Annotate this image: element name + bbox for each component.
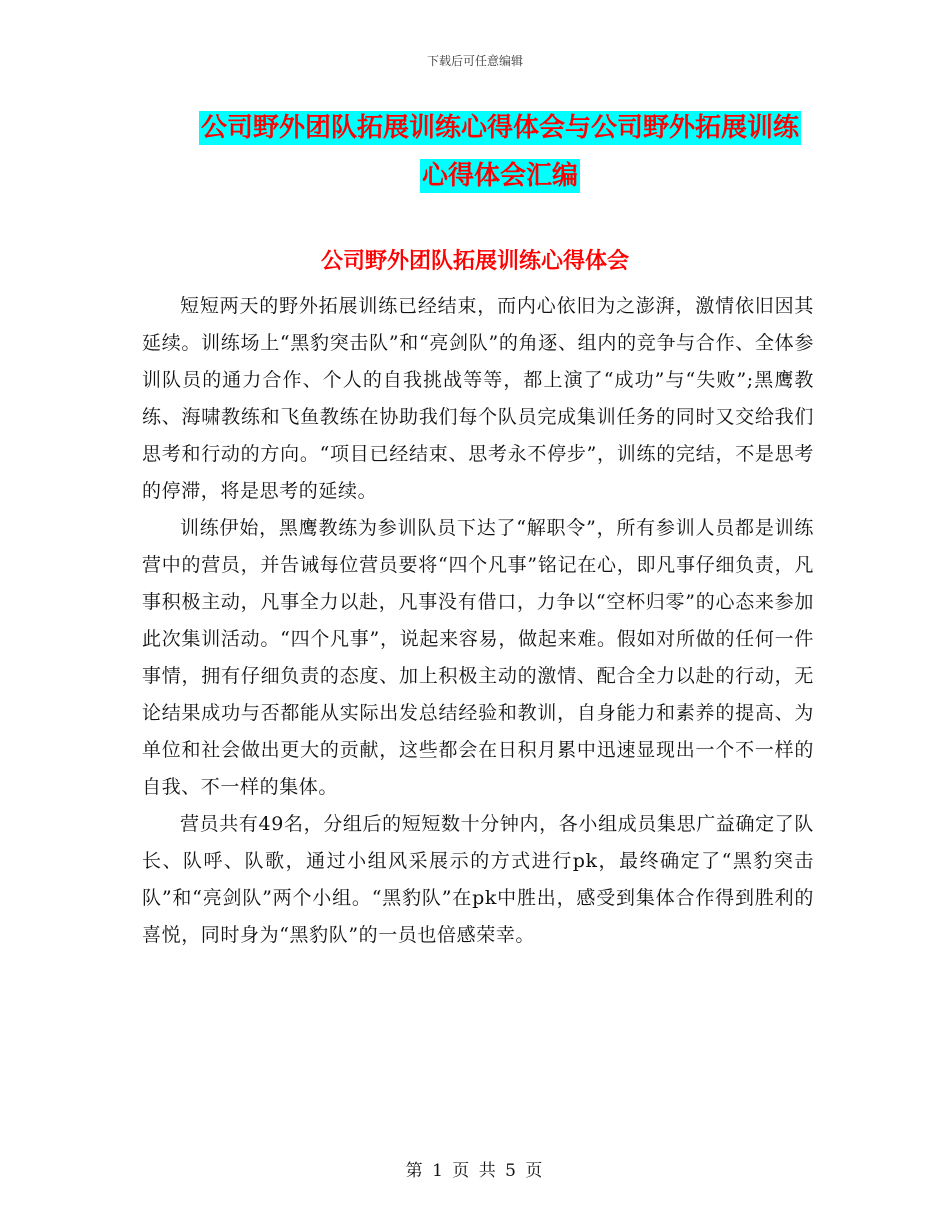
header-note: 下载后可任意编辑 <box>426 54 523 68</box>
page-footer: 第 1 页 共 5 页 <box>405 1161 545 1181</box>
paragraph-1: 短短两天的野外拓展训练已经结束，而内心依旧为之澎湃，激情依旧因其延续。训练场上“黑豹突击队”和“亮剑队”的角逐、组内的竞争与合作、全体参训队员的通力合作、个人的自我挑战等等，都上演了“成功”与“失败”;黑鹰教练、海啸教练和飞鱼教练在协助我们每个队员完成集训任务的同时又交给我们思考和行动的方向。“项目已经结束、思考永不停步”，训练的完结，不是思考的停滞，将是思考的延续。 <box>142 295 814 502</box>
body-text <box>142 288 814 954</box>
paragraph-2: 训练伊始，黑鹰教练为参训队员下达了“解职令”，所有参训人员都是训练营中的营员，并告诫每位营员要将“四个凡事”铭记在心，即凡事仔细负责，凡事积极主动，凡事全力以赴，凡事没有借口，力争以“空杯归零”的心态来参加此次集训活动。“四个凡事”，说起来容易，做起来难。假如对所做的任何一件事情，拥有仔细负责的态度、加上积极主动的激情、配合全力以赴的行动，无论结果成功与否都能从实际出发总结经验和教训，自身能力和素养的提高、为单位和社会做出更大的贡献，这些都会在日积月累中迅速显现出一个不一样的自我、不一样的集体。 <box>142 517 814 798</box>
section-title: 公司野外团队拓展训练心得体会 <box>320 249 629 274</box>
document-title <box>150 104 850 200</box>
paragraph-3: 营员共有49名，分组后的短短数十分钟内，各小组成员集思广益确定了队长、队呼、队歌，通过小组风采展示的方式进行pk，最终确定了“黑豹突击队”和“亮剑队”两个小组。“黑豹队”在pk中胜出，感受到集体合作得到胜利的喜悦，同时身为“黑豹队”的一员也倍感荣幸。 <box>142 813 814 946</box>
title-line-1: 公司野外团队拓展训练心得体会与公司野外拓展训练 <box>200 113 799 143</box>
title-line-2: 心得体会汇编 <box>421 161 578 191</box>
